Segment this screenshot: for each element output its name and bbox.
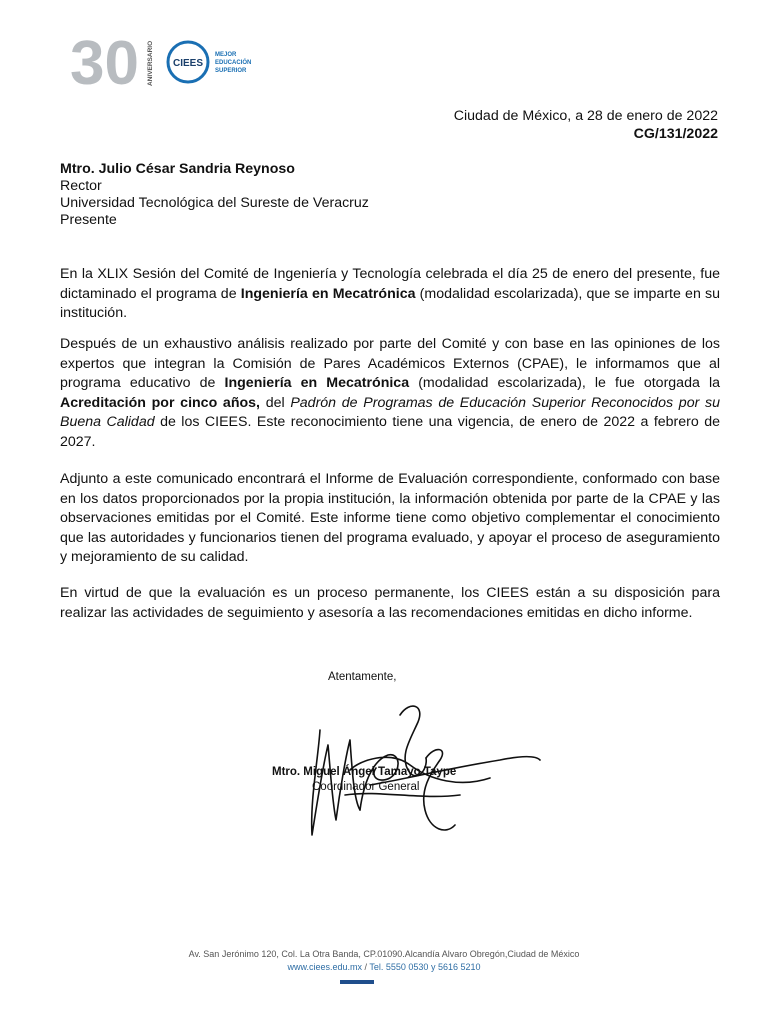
closing-text: Atentamente, bbox=[328, 671, 397, 683]
signer-role: Coordinador General bbox=[312, 781, 420, 793]
logo-tagline-2: EDUCACIÓN bbox=[215, 60, 252, 66]
logo-tagline-1: MEJOR bbox=[215, 52, 237, 58]
footer-contact bbox=[0, 962, 768, 972]
paragraph-3: Adjunto a este comunicado encontrará el Informe de Evaluación correspondiente, conformado con base en los datos proporcionados por la propia institución, la información obtenida por parte de la CPAE y las observaciones emitidas por el Comité. Este informe tiene como objetivo complementar el conocimiento que las autoridades y funcionarios tienen del programa evaluado, y apoyar el proceso de aseguramiento y mejoramiento de su calidad. bbox=[60, 471, 720, 565]
p1-program-name: Ingeniería en Mecatrónica bbox=[240, 285, 416, 302]
logo-brand: CIEES bbox=[173, 58, 204, 69]
paragraph-1 bbox=[60, 265, 720, 324]
p2-text-c: (modalidad escolarizada), le fue otorgada la bbox=[409, 375, 720, 391]
handwritten-signature bbox=[250, 660, 550, 870]
logo-aniversario: ANIVERSARIO bbox=[147, 40, 154, 86]
p2-text-e: del bbox=[260, 394, 291, 411]
footer-address: Av. San Jerónimo 120, Col. La Otra Banda, CP.01090.Alcandía Alvaro Obregón,Ciudad de México bbox=[188, 949, 580, 959]
p2-accreditation: Acreditación por cinco años, bbox=[60, 394, 260, 411]
letter-reference: CG/131/2022 bbox=[633, 126, 718, 142]
logo-number: 30 bbox=[70, 29, 139, 92]
signature-block bbox=[250, 660, 550, 870]
p1-text-c: (modalidad escolarizada), que se imparte en su institución. bbox=[60, 285, 720, 321]
footer-accent-bar bbox=[340, 980, 374, 984]
letter-date: Ciudad de México, a 28 de enero de 2022 bbox=[453, 108, 718, 124]
p2-text-g: de los CIEES. Este reconocimiento tiene una vigencia, de enero de 2022 a febrero de 2027. bbox=[60, 414, 721, 450]
footer-phone: Tel. 5550 0530 y 5616 5210 bbox=[369, 962, 481, 972]
p2-padron: Padrón de Programas de Educación Superior Reconocidos por su Buena Calidad bbox=[60, 394, 720, 430]
p2-program-name: Ingeniería en Mecatrónica bbox=[224, 375, 410, 391]
ciees-30-aniversario-logo bbox=[70, 28, 260, 92]
paragraph-2 bbox=[60, 335, 720, 452]
paragraph-4: En virtud de que la evaluación es un proceso permanente, los CIEES están a su disposición para realizar las actividades de seguimiento y asesoría a las recomendaciones emitidas en dicho informe. bbox=[60, 585, 720, 621]
addressee-presente: Presente bbox=[60, 212, 117, 228]
addressee-institution: Universidad Tecnológica del Sureste de Veracruz bbox=[60, 195, 369, 211]
p1-text-a: En la XLIX Sesión del Comité de Ingeniería y Tecnología celebrada el día 25 de enero del presente, fue dictaminado el programa de bbox=[60, 266, 720, 302]
addressee-name: Mtro. Julio César Sandria Reynoso bbox=[60, 161, 295, 177]
p2-text-a: Después de un exhaustivo análisis realizado por parte del Comité y con base en las opiniones de los expertos que integran la Comisión de Pares Académicos Externos (CPAE), le informamos que al programa educativo de bbox=[60, 336, 720, 391]
addressee-title: Rector bbox=[60, 178, 102, 194]
logo-tagline-3: SUPERIOR bbox=[215, 68, 247, 74]
footer-website-link[interactable]: www.ciees.edu.mx bbox=[287, 962, 363, 972]
footer-separator: / bbox=[362, 962, 370, 972]
signer-name: Mtro. Miguel Ángel Tamayo Taype bbox=[272, 766, 457, 778]
